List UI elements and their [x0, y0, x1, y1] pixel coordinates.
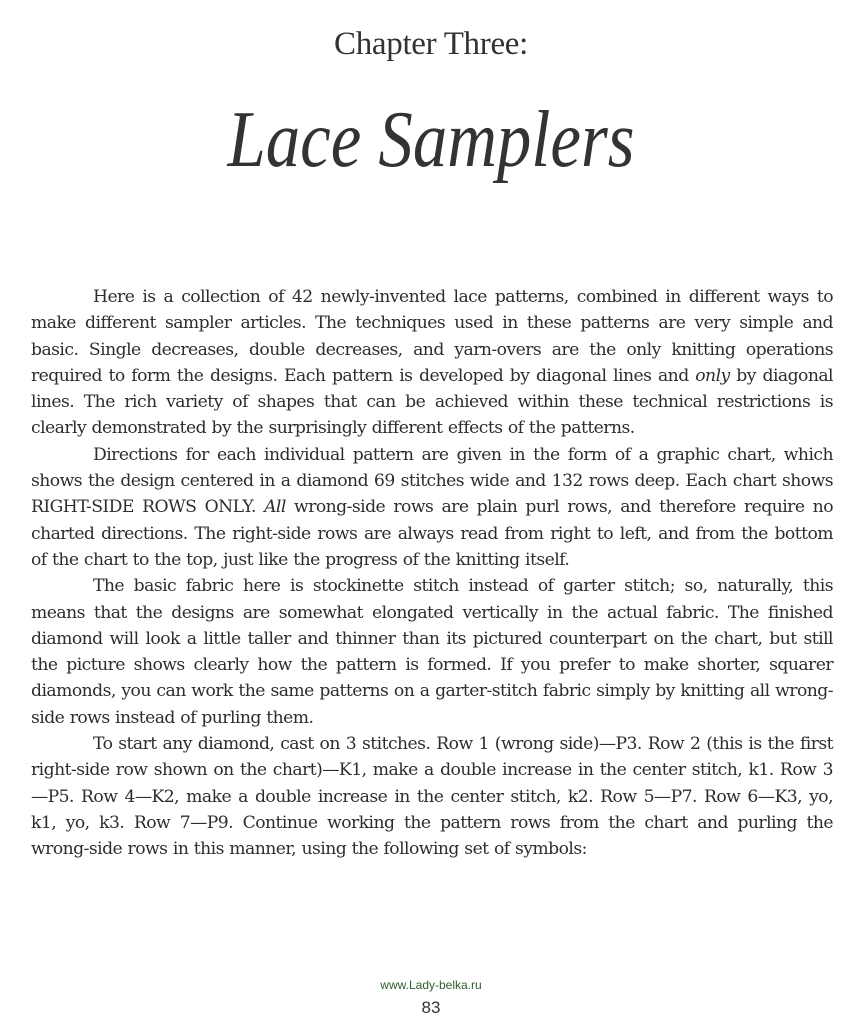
paragraph-directions — [31, 442, 833, 573]
paragraph-intro — [31, 284, 833, 442]
emphasis-all: All — [264, 497, 286, 518]
body-text — [31, 284, 833, 863]
paragraph-start-diamond: To start any diamond, cast on 3 stitches. Row 1 (wrong side)—P3. Row 2 (this is the first right-side row shown on the chart)—K1, make a double increase in the center stitch, k1. Row 3—P5. Row 4—K2, make a double increase in the center stitch, k2. Row 5—P7. Row 6—K3, yo, k1, yo, k3. Row 7—P9. Continue working the pattern rows from the chart and purling the wrong-side rows in this manner, using the following set of symbols: — [31, 734, 833, 860]
text-segment: wrong-side rows are plain purl rows, and therefore require no charted directions. The right-side rows are always read from right to left, and from the bottom of the chart to the top, just like the progress of the knitting itself. — [31, 497, 833, 570]
paragraph-basic-fabric: The basic fabric here is stockinette stitch instead of garter stitch; so, naturally, this means that the designs are somewhat elongated vertically in the actual fabric. The finished diamond will look a little taller and thinner than its pictured counterpart on the chart, but still the picture shows clearly how the pattern is formed. If you prefer to make shorter, squarer diamonds, you can work the same patterns on a garter-stitch fabric simply by knitting all wrong-side rows instead of purling them. — [31, 576, 833, 728]
page-number: 83 — [421, 998, 441, 1017]
text-segment: by diagonal lines. The rich variety of shapes that can be achieved within these technical restrictions is clearly demonstrated by the surprisingly different effects of the patterns. — [31, 365, 834, 439]
watermark-link: www.Lady-belka.ru — [380, 978, 482, 992]
emphasis-only: only — [695, 365, 730, 386]
chapter-label: Chapter Three: — [333, 26, 529, 62]
text-segment: Here is a collection of 42 newly-invented lace patterns, combined in different ways to make different sampler articles. The techniques used in these patterns are very simple and basic. Single decreases, double decreases, and yarn-overs are the only knitting operations required to form the designs. Each pattern is developed by diagonal lines and — [31, 287, 833, 386]
text-segment: Directions for each individual pattern are given in the form of a graphic chart, which shows the design centered in a diamond 69 stitches wide and 132 rows deep. Each chart shows RIGHT-SIDE ROWS ONLY. — [31, 444, 833, 518]
chapter-title: Lace Samplers — [227, 96, 635, 184]
